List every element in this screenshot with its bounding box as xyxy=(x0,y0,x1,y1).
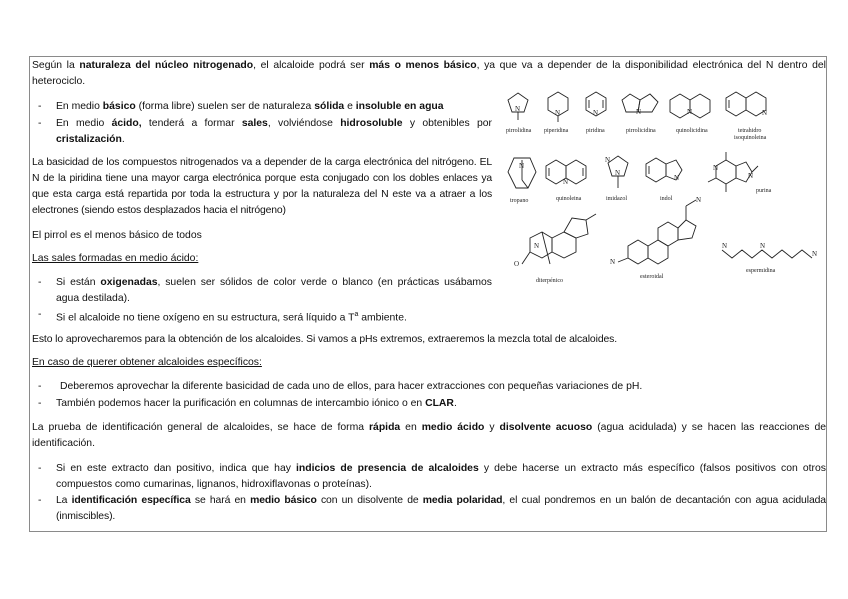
svg-text:N: N xyxy=(610,258,616,266)
svg-text:quinoleina: quinoleina xyxy=(556,196,582,202)
svg-text:tetrahidro: tetrahidro xyxy=(738,128,762,134)
list-item-purification: También podemos hacer la purificación en columnas de intercambio iónico o en CLAR. xyxy=(56,398,457,409)
bullet-dash: - xyxy=(38,118,42,129)
alkaloid-structures-figure xyxy=(500,88,826,288)
svg-text:N: N xyxy=(615,169,621,177)
bullet-dash: - xyxy=(38,101,42,112)
list-item-acid-medium: En medio ácido, tenderá a formar sales, volviéndose hidrosoluble y obtenibles por cristalización. xyxy=(56,118,492,145)
pirrolidina-structure xyxy=(506,93,532,134)
svg-text:espermidina: espermidina xyxy=(746,268,776,274)
svg-text:N: N xyxy=(812,250,818,258)
quinolicidina-structure xyxy=(670,94,710,134)
bullet-dash: - xyxy=(38,495,42,506)
salts-heading: Las sales formadas en medio ácido: xyxy=(32,253,199,264)
svg-text:N: N xyxy=(593,109,599,117)
svg-text:N: N xyxy=(519,162,525,170)
svg-text:N: N xyxy=(760,242,766,250)
bullet-dash: - xyxy=(38,277,42,288)
svg-text:pirrolidina: pirrolidina xyxy=(506,128,532,134)
list-item-basic-medium: En medio básico (forma libre) suelen ser de naturaleza sólida e insoluble en agua xyxy=(56,101,444,112)
bullet-dash: - xyxy=(38,398,42,409)
svg-text:diterpénico: diterpénico xyxy=(536,278,563,284)
svg-text:piridina: piridina xyxy=(586,128,605,134)
svg-text:N: N xyxy=(762,109,768,117)
svg-text:N: N xyxy=(605,156,611,164)
svg-text:N: N xyxy=(636,108,642,116)
svg-text:isoquinoleina: isoquinoleina xyxy=(734,135,767,141)
purina-structure xyxy=(708,152,772,194)
list-item-basicity-extraction: Deberemos aprovechar la diferente basicidad de cada uno de ellos, para hacer extracciones con pequeñas variaciones de pH. xyxy=(60,381,643,392)
svg-text:N: N xyxy=(713,164,719,172)
svg-text:purina: purina xyxy=(756,188,772,194)
test-paragraph: La prueba de identificación general de alcaloides, se hace de forma rápida en medio ácido y disolvente acuoso (agua acidulada) y se hacen las reacciones de identificación. xyxy=(32,422,826,449)
svg-text:N: N xyxy=(515,105,521,113)
svg-text:pirrolicidina: pirrolicidina xyxy=(626,128,656,134)
espermidina-structure xyxy=(722,242,817,274)
basicity-paragraph: La basicidad de los compuestos nitrogenados va a depender de la carga electrónica del nitrógeno. EL N de la piridina tiene una mayor carga electrónica porque esta conjugado con los dobles enlaces ya que esta carga está repartida por toda la estructura y por la naturaleza del N este va a atraer a los electrones (siendo estos desplazados hacia el nitrógeno) xyxy=(32,157,492,216)
svg-text:N: N xyxy=(748,172,754,180)
ph-paragraph: Esto lo aprovecharemos para la obtención de los alcaloides. Si vamos a pHs extremos, extraeremos la mezcla total de alcaloides. xyxy=(32,334,618,345)
pyrrol-sentence: El pirrol es el menos básico de todos xyxy=(32,230,202,241)
bullet-dash: - xyxy=(38,381,42,392)
svg-text:tropano: tropano xyxy=(510,198,529,204)
svg-text:N: N xyxy=(534,242,540,250)
intro-paragraph: Según la naturaleza del núcleo nitrogenado, el alcaloide podrá ser más o menos básico, ya que va a depender de la disponibilidad electrónica del N dentro del heterociclo. xyxy=(32,60,826,87)
svg-text:N: N xyxy=(563,178,569,186)
svg-text:indol: indol xyxy=(660,196,673,202)
list-item-positive-extract: Si en este extracto dan positivo, indica que hay indicios de presencia de alcaloides y debe hacerse un extracto más específico (falsos positivos con otros compuestos como cumarinas, lignanos, hidroxiflavonas o proteínas). xyxy=(56,463,826,490)
list-item-no-oxygen: Si el alcaloide no tiene oxígeno en su estructura, será líquido a $T^a$ ambiente. xyxy=(56,311,407,324)
piridina-structure xyxy=(586,92,606,134)
svg-text:quinolicidina: quinolicidina xyxy=(676,128,708,134)
svg-text:N: N xyxy=(696,196,702,204)
svg-text:N: N xyxy=(687,108,693,116)
svg-text:piperidina: piperidina xyxy=(544,128,569,134)
svg-text:N: N xyxy=(555,109,561,117)
list-item-specific-identification: La identificación específica se hará en medio básico con un disolvente de media polaridad, el cual pondremos en un balón de decantación con agua acidulada (inmiscibles). xyxy=(56,495,826,522)
bullet-dash: - xyxy=(38,463,42,474)
svg-text:O: O xyxy=(514,260,520,268)
esteroidal-structure xyxy=(610,196,701,280)
piperidina-structure xyxy=(544,92,569,134)
specific-heading: En caso de querer obtener alcaloides específicos: xyxy=(32,357,262,368)
svg-text:imidazol: imidazol xyxy=(606,196,627,202)
tetrahidroisoquinoleina-structure xyxy=(726,92,767,141)
imidazol-structure xyxy=(605,156,628,202)
svg-text:N: N xyxy=(674,174,680,182)
diterpenico-structure xyxy=(514,214,596,284)
pirrolicidina-structure xyxy=(622,94,658,134)
bullet-dash: - xyxy=(38,309,42,320)
svg-text:esteroidal: esteroidal xyxy=(640,274,664,280)
svg-text:N: N xyxy=(722,242,728,250)
indol-structure xyxy=(646,158,682,202)
list-item-oxygenated: Si están oxigenadas, suelen ser sólidos de color verde o blanco (en prácticas usábamos agua destilada). xyxy=(56,277,493,304)
quinoleina-structure xyxy=(546,160,586,202)
tropano-structure xyxy=(508,158,536,204)
